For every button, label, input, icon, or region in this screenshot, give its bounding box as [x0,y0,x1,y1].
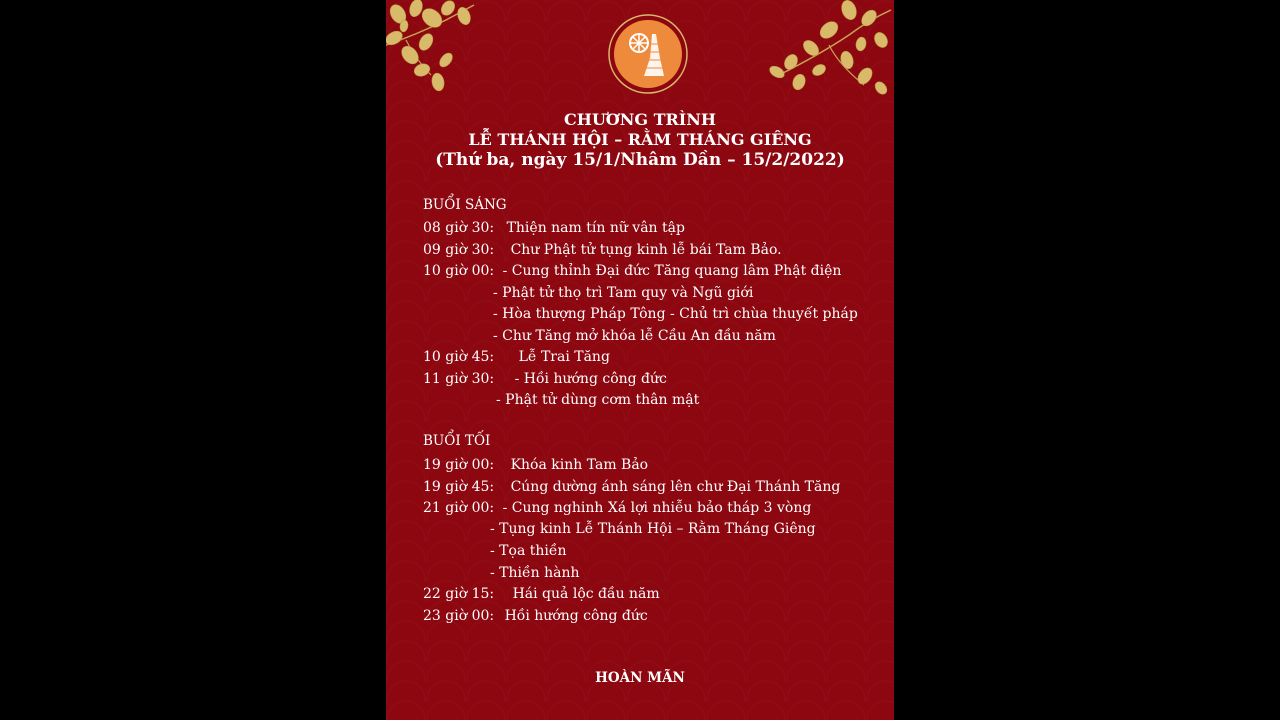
row-text: - Hòa thượng Pháp Tông - Chủ trì chùa thuyết pháp [493,306,858,322]
program-title [386,110,894,170]
schedule-row [423,370,667,388]
row-time: 10 giờ 00: [423,263,495,279]
program-poster [386,0,894,720]
schedule-row [496,391,699,409]
schedule-row [423,478,840,496]
row-time: 19 giờ 45: [423,479,495,495]
golden-leaves-right-icon [769,0,894,95]
schedule-row [423,262,841,280]
title-line-1: CHƯƠNG TRÌNH [563,110,717,129]
row-text: - Hồi hướng công đức [514,371,667,387]
row-text: - Phật tử dùng cơm thân mật [496,392,700,408]
row-text: Hồi hướng công đức [504,608,648,624]
schedule-row [423,219,685,237]
schedule-row [423,456,648,474]
row-text: - Tụng kinh Lễ Thánh Hội – Rằm Tháng Giêng [490,521,816,537]
schedule-row [423,607,648,625]
row-time: 19 giờ 00: [423,457,495,473]
row-text: Thiện nam tín nữ vân tập [506,220,685,236]
row-text: - Cung thỉnh Đại đức Tăng quang lâm Phật điện [502,263,842,279]
schedule-row [423,585,660,603]
schedule-row [423,499,811,517]
row-text: Khóa kinh Tam Bảo [510,457,649,473]
row-text: - Thiền hành [490,565,580,581]
schedule-row [493,284,753,302]
row-time: 09 giờ 30: [423,242,495,258]
closing-text: HOÀN MÃN [595,670,685,686]
row-time: 10 giờ 45: [423,349,495,365]
schedule-row [490,542,567,560]
golden-leaves-left-icon [386,0,476,95]
schedule-row [490,564,580,582]
schedule-row [493,305,858,323]
row-text: - Phật tử thọ trì Tam quy và Ngũ giới [493,285,754,301]
schedule-row [423,241,782,259]
pagoda-dharma-wheel-logo-icon [608,14,688,94]
row-text: Chư Phật tử tụng kinh lễ bái Tam Bảo. [510,242,782,258]
row-text: Hái quả lộc đầu năm [512,586,660,602]
title-line-3: (Thứ ba, ngày 15/1/Nhâm Dần – 15/2/2022) [435,150,845,170]
row-time: 21 giờ 00: [423,500,495,516]
row-time: 23 giờ 00: [423,608,495,624]
row-time: 22 giờ 15: [423,586,495,602]
row-time: 11 giờ 30: [423,371,495,387]
schedule-row [423,348,610,366]
schedule-row [490,520,816,538]
row-text: Lễ Trai Tăng [518,349,610,365]
row-text: - Chư Tăng mở khóa lễ Cầu An đầu năm [493,328,776,344]
morning-header: BUỔI SÁNG [423,197,507,213]
schedule-row [493,327,776,345]
evening-header: BUỔI TỐI [423,433,491,449]
row-text: - Tọa thiền [490,543,567,559]
row-text: - Cung nghinh Xá lợi nhiễu bảo tháp 3 vòng [502,500,812,516]
row-text: Cúng dường ánh sáng lên chư Đại Thánh Tăng [510,479,841,495]
row-time: 08 giờ 30: [423,220,495,236]
title-line-2: LỄ THÁNH HỘI – RẰM THÁNG GIÊNG [468,130,812,149]
